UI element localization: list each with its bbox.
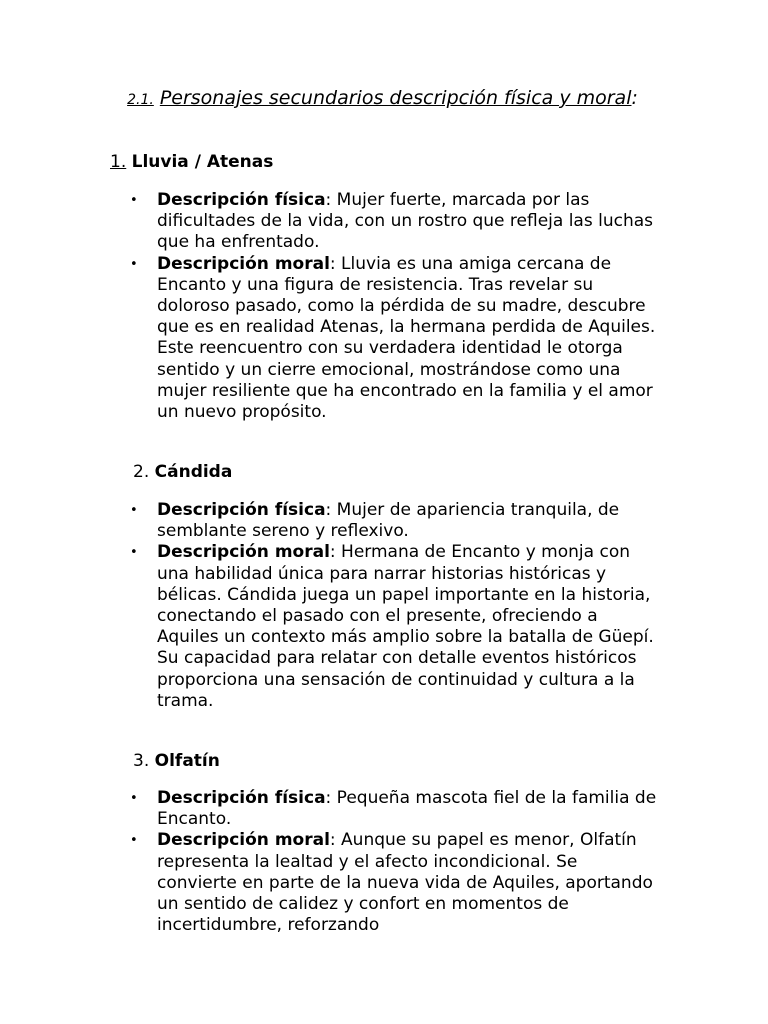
list-item	[130, 788, 660, 830]
bullet-icon: •	[130, 503, 138, 518]
section-name: Cándida	[154, 462, 233, 482]
document-title	[110, 86, 655, 113]
item-text: : Pequeña mascota fiel de la familia de Encanto.	[157, 788, 657, 830]
title-number: 2.1.	[127, 92, 154, 108]
section-items-candida	[130, 500, 660, 712]
section-number: 2.	[133, 462, 150, 482]
bullet-icon: •	[130, 256, 138, 272]
item-label: Descripción física	[157, 788, 326, 808]
section-name: Lluvia / Atenas	[131, 152, 274, 172]
title-suffix: :	[631, 87, 638, 109]
item-label: Descripción física	[157, 190, 326, 210]
bullet-icon: •	[130, 193, 138, 208]
item-text: : Aunque su papel es menor, Olfatín representa la lealtad y el afecto incondicional. Se convierte en parte de la nueva vida de Aquiles, aportando un sentido de calidez y confort en momentos de incertidumbre, reforzando	[157, 830, 653, 936]
section-name: Olfatín	[154, 751, 220, 771]
list-item	[130, 254, 660, 424]
list-item	[130, 830, 660, 936]
section-heading-candida	[133, 461, 232, 483]
item-text: : Mujer fuerte, marcada por las dificultades de la vida, con un rostro que refleja las luchas que ha enfrentado.	[157, 190, 654, 253]
bullet-icon: •	[130, 833, 138, 849]
item-label: Descripción moral	[157, 830, 330, 851]
title-text: Personajes secundarios descripción física y moral	[159, 87, 632, 109]
item-label: Descripción moral	[157, 542, 330, 563]
list-item	[130, 190, 660, 254]
item-label: Descripción moral	[157, 253, 330, 274]
item-label: Descripción física	[157, 500, 326, 520]
section-heading-olfatin	[133, 750, 220, 772]
section-number: 1.	[110, 152, 127, 172]
section-items-olfatin	[130, 788, 660, 936]
bullet-icon: •	[130, 545, 138, 561]
section-heading-lluvia	[110, 151, 273, 173]
section-items-lluvia	[130, 190, 660, 423]
item-text: : Hermana de Encanto y monja con una habilidad única para narrar historias históricas y bélicas. Cándida juega un papel importante en la historia, conectando el pasado con el presente, ofreciendo a Aquiles un contexto más amplio sobre la batalla de Güepí. Su capacidad para relatar con detalle eventos históricos proporciona una sensación de continuidad y cultura a la trama.	[157, 542, 654, 711]
list-item	[130, 500, 660, 542]
section-number: 3.	[133, 751, 150, 771]
item-text: : Lluvia es una amiga cercana de Encanto y una figura de resistencia. Tras revelar su doloroso pasado, como la pérdida de su madre, descubre que es en realidad Atenas, la hermana perdida de Aquiles. Este reencuentro con su verdadera identidad le otorga sentido y un cierre emocional, mostrándose como una mujer resiliente que ha encontrado en la familia y el amor un nuevo propósito.	[157, 253, 656, 423]
list-item	[130, 542, 660, 712]
item-text: : Mujer de apariencia tranquila, de semblante sereno y reflexivo.	[157, 500, 620, 542]
bullet-icon: •	[130, 791, 138, 806]
